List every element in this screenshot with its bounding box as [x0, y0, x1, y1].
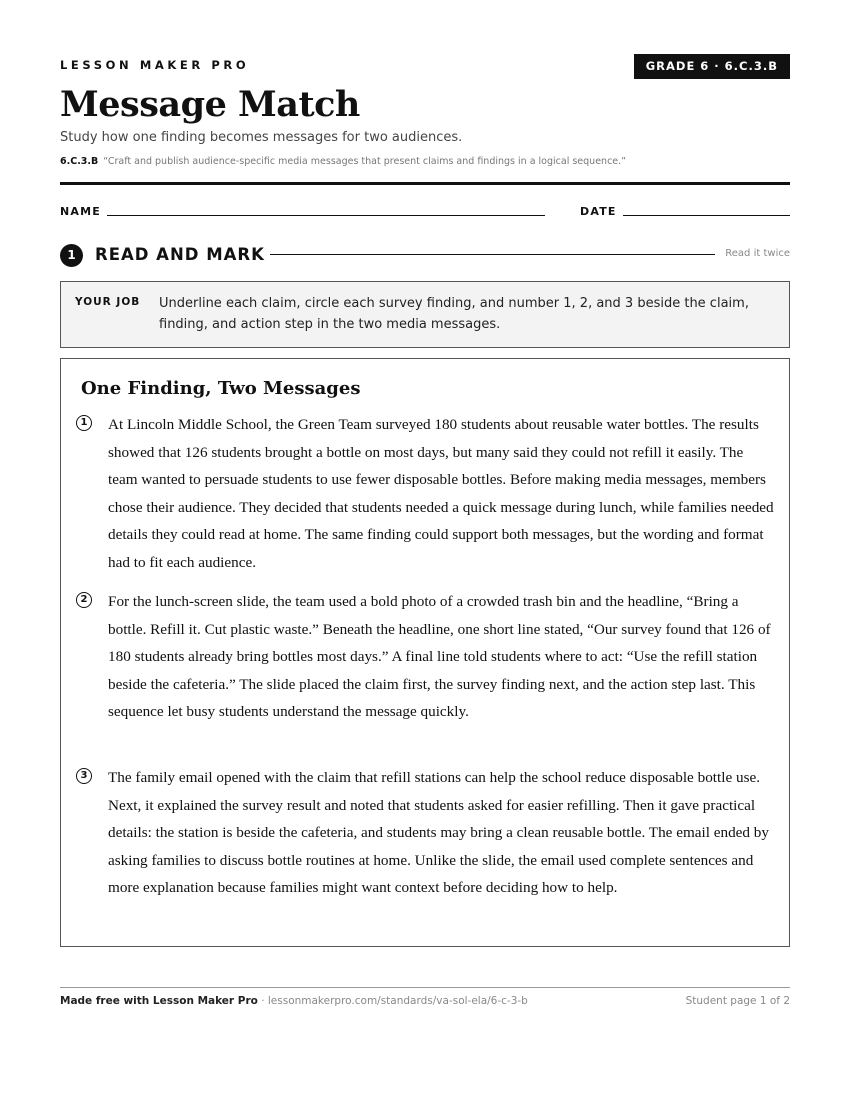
name-field[interactable]: [107, 215, 545, 216]
footer-divider: [60, 987, 790, 988]
standard-line: [60, 156, 626, 167]
grade-badge: GRADE 6 · 6.C.3.B: [634, 54, 790, 79]
footer-separator: ·: [257, 995, 268, 1007]
brand-label: LESSON MAKER PRO: [60, 58, 250, 72]
paragraph-3: The family email opened with the claim that refill stations can help the school reduce disposable bottle use. Next, it explained the survey result and noted that students asked for easier refilling. Then it gave practical details: the station is beside the cafeteria, and students may bring a clean reusable bottle. The email ended by asking families to discuss bottle routines at home. Unlike the slide, the email used complete sentences and more explanation because families might want context before deciding how to help.: [108, 769, 769, 896]
your-job-box: [60, 281, 790, 348]
passage-box: [60, 358, 790, 947]
section-note: Read it twice: [725, 248, 790, 259]
paragraph-1: At Lincoln Middle School, the Green Team surveyed 180 students about reusable water bottles. The results showed that 126 students brought a bottle on most days, but many said they could not refill it easily. The team wanted to persuade students to use fewer disposable bottles. Before making media messages, members chose their audience. They decided that students needed a quick message during lunch, while families needed details they could read at home. The same finding could support both messages, but the wording and format had to fit each audience.: [108, 416, 774, 571]
section-title: READ AND MARK: [95, 245, 265, 264]
page-subtitle: Study how one finding becomes messages for two audiences.: [60, 130, 463, 145]
page-title: Message Match: [60, 84, 360, 125]
standard-text: “Craft and publish audience-specific media messages that present claims and findings in a logical sequence.”: [103, 156, 627, 167]
footer-page-number: Student page 1 of 2: [685, 995, 790, 1007]
passage-title: One Finding, Two Messages: [81, 378, 361, 399]
section-divider: [270, 254, 715, 255]
date-label: DATE: [580, 205, 617, 218]
name-label: NAME: [60, 205, 101, 218]
standard-code: 6.C.3.B: [60, 156, 99, 167]
your-job-label: YOUR JOB: [75, 296, 141, 308]
header-divider: [60, 182, 790, 185]
date-field[interactable]: [623, 215, 790, 216]
paragraph-2: For the lunch-screen slide, the team used a bold photo of a crowded trash bin and the headline, “Bring a bottle. Refill it. Cut plastic waste.” Beneath the headline, one short line stated, “Our survey found that 126 of 180 students already bring bottles most days.” A final line told students where to act: “Use the refill station beside the cafeteria.” The slide placed the claim first, the survey finding next, and the action step last. This sequence let busy students understand the message quickly.: [108, 593, 771, 720]
footer-credit: [60, 995, 528, 1007]
paragraph-number-3: 3: [76, 768, 92, 784]
your-job-text: Underline each claim, circle each survey finding, and number 1, 2, and 3 beside the claim, finding, and action step in the two media messages.: [159, 296, 749, 332]
footer-made-with: Made free with Lesson Maker Pro: [60, 995, 258, 1007]
paragraph-number-1: 1: [76, 415, 92, 431]
paragraph-number-2: 2: [76, 592, 92, 608]
footer-url[interactable]: lessonmakerpro.com/standards/va-sol-ela/6-c-3-b: [267, 995, 528, 1007]
section-number-badge: 1: [60, 244, 83, 267]
